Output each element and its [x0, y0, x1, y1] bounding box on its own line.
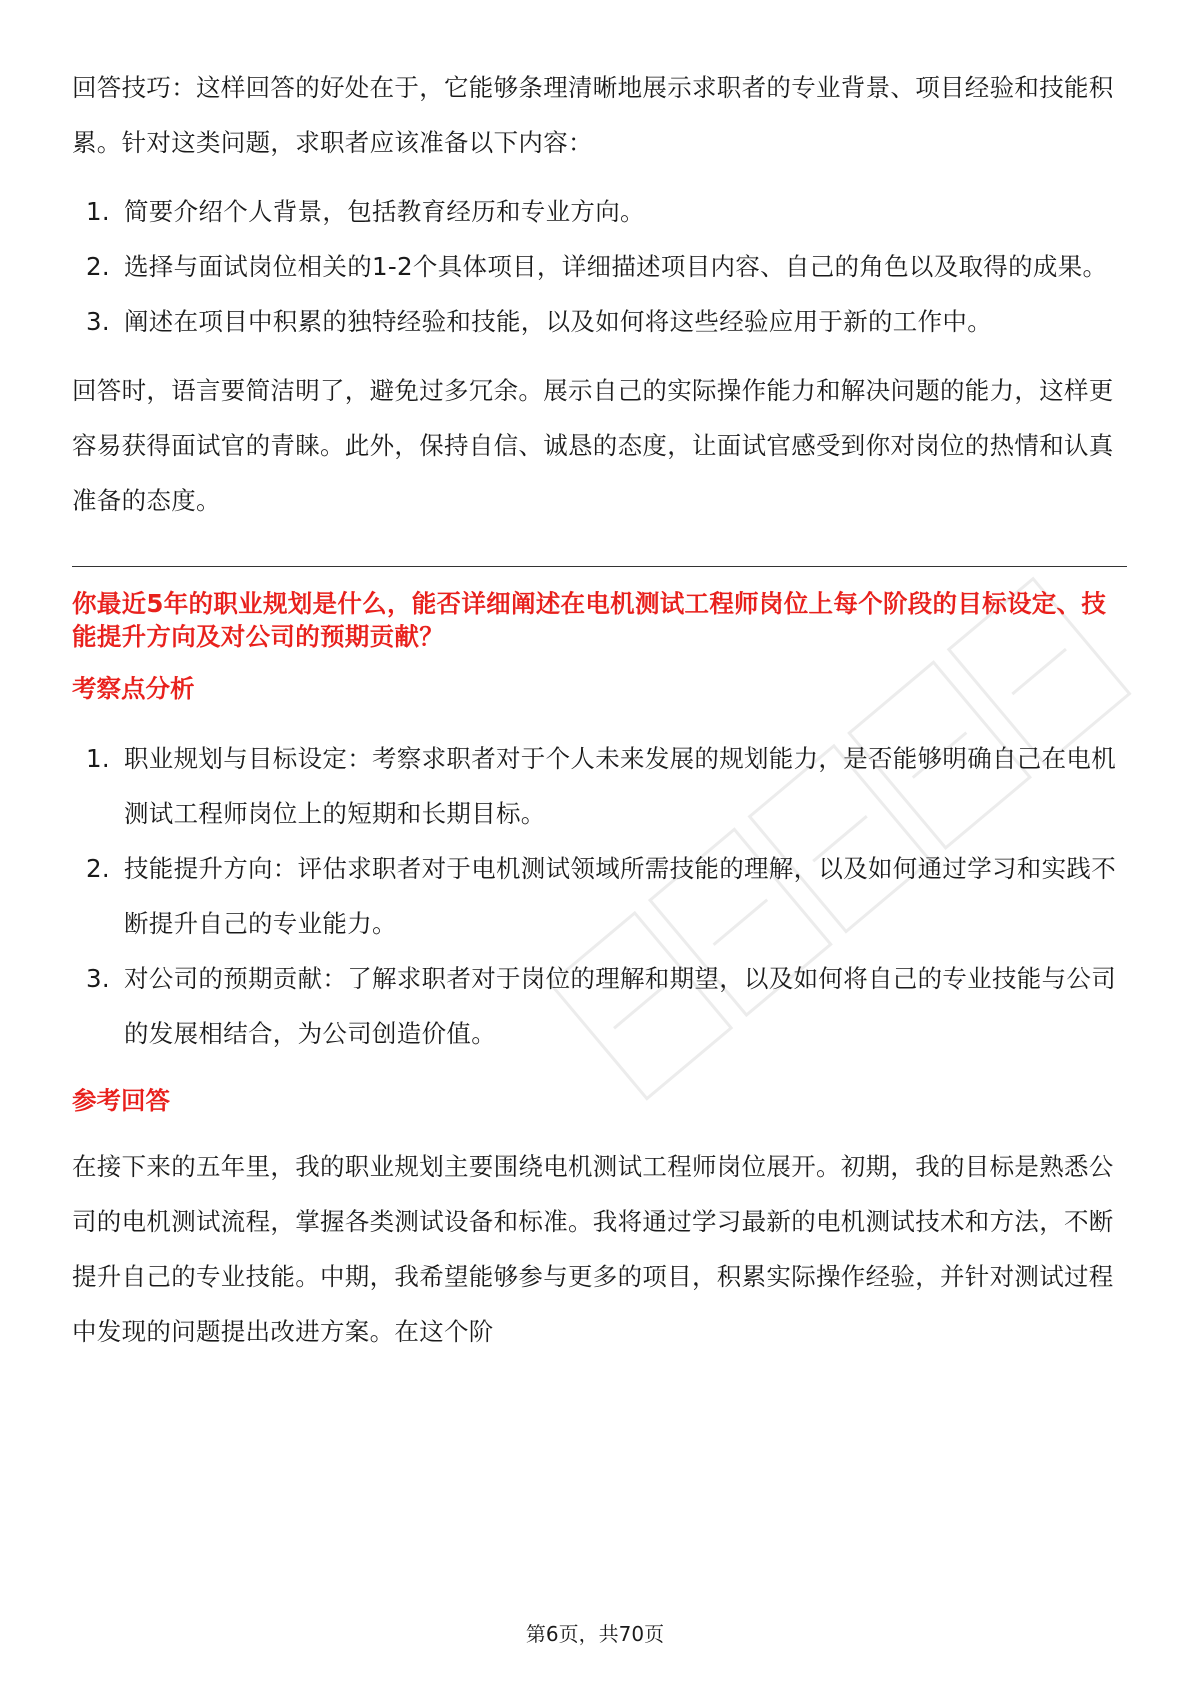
list-item	[72, 731, 1127, 841]
intro-paragraph: 回答技巧：这样回答的好处在于，它能够条理清晰地展示求职者的专业背景、项目经验和技能积累。针对这类问题，求职者应该准备以下内容：	[72, 73, 1114, 157]
interview-question: 你最近5年的职业规划是什么，能否详细阐述在电机测试工程师岗位上每个阶段的目标设定、技能提升方向及对公司的预期贡献？	[72, 589, 1107, 651]
list-item	[72, 294, 1127, 349]
list-number: 2.	[86, 854, 110, 883]
advice-paragraph: 回答时，语言要简洁明了，避免过多冗余。展示自己的实际操作能力和解决问题的能力，这样更容易获得面试官的青睐。此外，保持自信、诚恳的态度，让面试官感受到你对岗位的热情和认真准备的态度。	[72, 376, 1114, 515]
analysis-list	[72, 731, 1127, 1061]
list-number: 3.	[86, 964, 110, 993]
page-footer: 第6页，共70页	[525, 1622, 665, 1646]
reference-paragraph: 在接下来的五年里，我的职业规划主要围绕电机测试工程师岗位展开。初期，我的目标是熟悉公司的电机测试流程，掌握各类测试设备和标准。我将通过学习最新的电机测试技术和方法，不断提升自己的专业技能。中期，我希望能够参与更多的项目，积累实际操作经验，并针对测试过程中发现的问题提出改进方案。在这个阶	[72, 1152, 1114, 1346]
list-number: 3.	[86, 307, 110, 336]
document-page	[72, 60, 1127, 1359]
list-number: 1.	[86, 197, 110, 226]
reference-heading: 参考回答	[72, 1086, 170, 1115]
list-item-text: 选择与面试岗位相关的1-2个具体项目，详细描述项目内容、自己的角色以及取得的成果。	[124, 252, 1108, 281]
list-item-text: 职业规划与目标设定：考察求职者对于个人未来发展的规划能力，是否能够明确自己在电机测试工程师岗位上的短期和长期目标。	[124, 744, 1116, 828]
section-divider	[72, 566, 1127, 567]
prep-list	[72, 184, 1127, 349]
list-item	[72, 239, 1127, 294]
list-item-text: 简要介绍个人背景，包括教育经历和专业方向。	[124, 197, 645, 226]
list-item	[72, 841, 1127, 951]
list-item-text: 技能提升方向：评估求职者对于电机测试领域所需技能的理解，以及如何通过学习和实践不断提升自己的专业能力。	[124, 854, 1116, 938]
list-item	[72, 951, 1127, 1061]
analysis-heading: 考察点分析	[72, 674, 195, 703]
list-item-text: 阐述在项目中积累的独特经验和技能，以及如何将这些经验应用于新的工作中。	[124, 307, 992, 336]
list-item-text: 对公司的预期贡献：了解求职者对于岗位的理解和期望，以及如何将自己的专业技能与公司的发展相结合，为公司创造价值。	[124, 964, 1116, 1048]
list-number: 1.	[86, 744, 110, 773]
list-number: 2.	[86, 252, 110, 281]
list-item	[72, 184, 1127, 239]
